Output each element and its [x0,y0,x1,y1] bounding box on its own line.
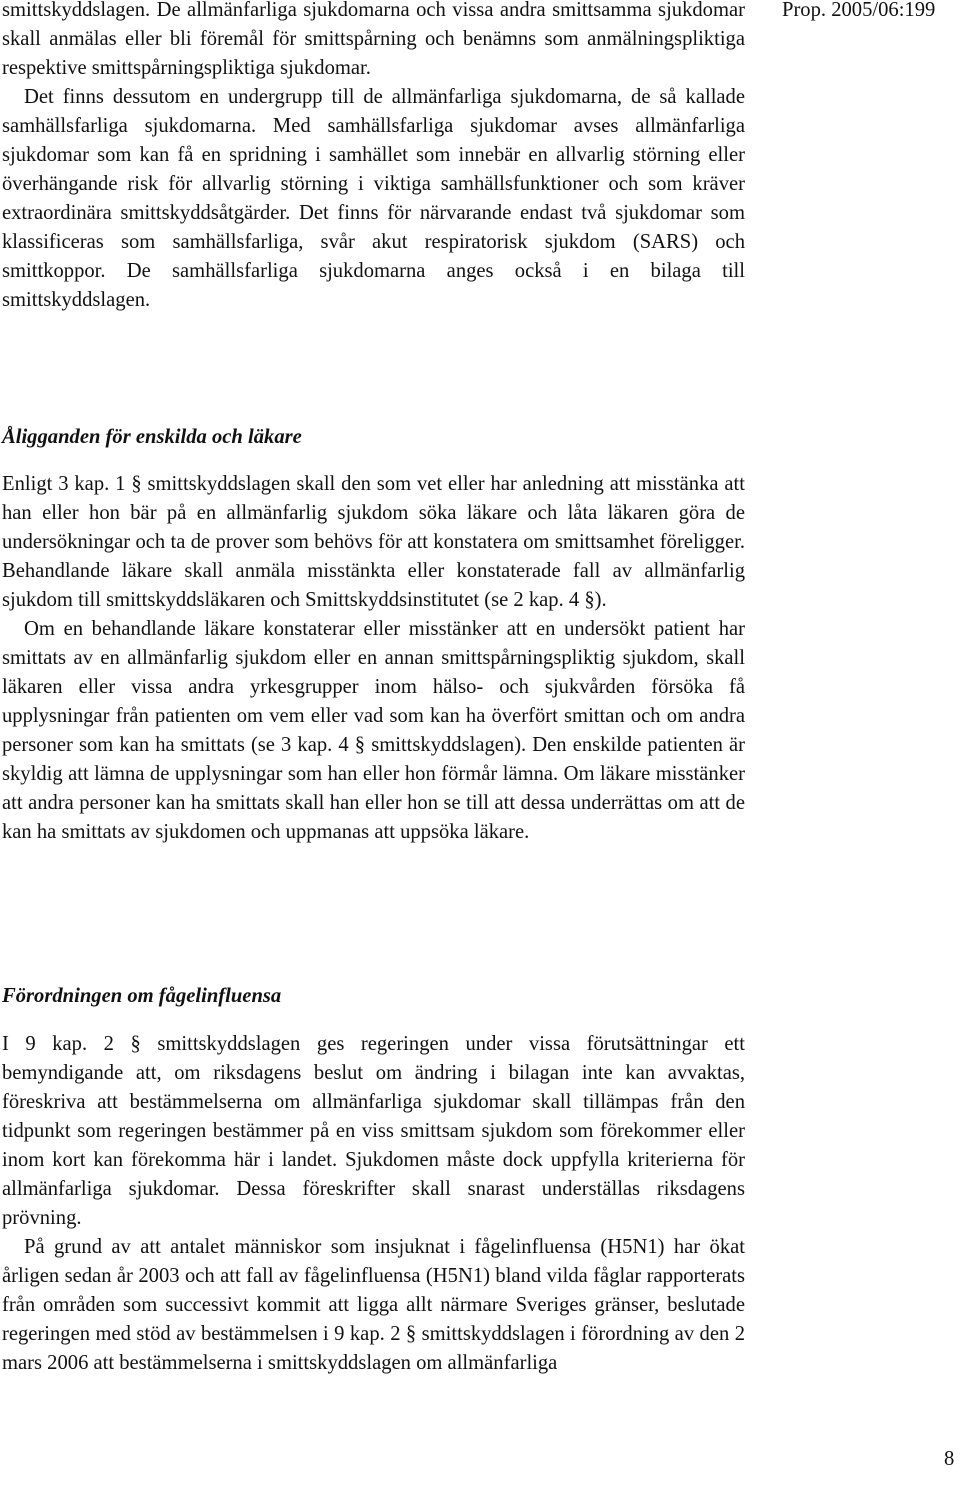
paragraph-intro-1: smittskyddslagen. De allmänfarliga sjukdomarna och vissa andra smittsamma sjukdomar skall anmälas eller bli föremål för smittspårning och benämns som anmälningspliktiga respektive smittspårningspliktiga sjukdomar. [2,0,745,79]
proposition-reference: Prop. 2005/06:199 [782,0,936,21]
page-number: 8 [944,1448,955,1470]
section-obligations [2,470,745,847]
heading-regulation: Förordningen om fågelinfluensa [2,985,282,1007]
paragraph-regulation-2: På grund av att antalet människor som insjuknat i fågelinfluensa (H5N1) har ökat årligen sedan år 2003 och att fall av fågelinfluensa (H5N1) bland vilda fåglar rapporterats från områden som successivt kommit att ligga allt närmare Sveriges gränser, beslutade regeringen med stöd av bestämmelsen i 9 kap. 2 § smittskyddslagen i förordning av den 2 mars 2006 att bestämmelserna i smittskyddslagen om allmänfarliga [2,1236,745,1374]
paragraph-intro-2: Det finns dessutom en undergrupp till de allmänfarliga sjukdomarna, de så kallade samhällsfarliga sjukdomarna. Med samhällsfarliga sjukdomar avses allmänfarliga sjukdomar som kan få en spridning i samhället som innebär en allvarlig störning eller överhängande risk för allvarlig störning i viktiga samhällsfunktioner och som kräver extraordinära smittskyddsåtgärder. Det finns för närvarande endast två sjukdomar som klassificeras som samhällsfarliga, svår akut respiratorisk sjukdom (SARS) och smittkoppor. De samhällsfarliga sjukdomarna anges också i en bilaga till smittskyddslagen. [2,86,745,311]
heading-obligations: Åligganden för enskilda och läkare [2,426,302,448]
paragraph-obligations-1: Enligt 3 kap. 1 § smittskyddslagen skall den som vet eller har anledning att misstänka att han eller hon bär på en allmänfarlig sjukdom söka läkare och låta läkaren göra de undersökningar och ta de prover som behövs för att konstatera om smittsamhet föreligger. Behandlande läkare skall anmäla misstänkta eller konstaterade fall av allmänfarlig sjukdom till smittskyddsläkaren och Smittskyddsinstitutet (se 2 kap. 4 §). [2,473,745,611]
paragraph-obligations-2: Om en behandlande läkare konstaterar eller misstänker att en undersökt patient har smittats av en allmänfarlig sjukdom eller en annan smittspårningspliktig sjukdom, skall läkaren eller vissa andra yrkesgrupper inom hälso- och sjukvården försöka få upplysningar från patienten om vem eller vad som kan ha överfört smittan och om andra personer som kan ha smittats (se 3 kap. 4 § smittskyddslagen). Den enskilde patienten är skyldig att lämna de upplysningar som han eller hon förmår lämna. Om läkare misstänker att andra personer kan ha smittats skall han eller hon se till att dessa underrättas om att de kan ha smittats av sjukdomen och uppmanas att uppsöka läkare. [2,618,745,843]
paragraph-regulation-1: I 9 kap. 2 § smittskyddslagen ges regeringen under vissa förutsättningar ett bemyndigande att, om riksdagens beslut om ändring i bilagan inte kan avvaktas, föreskriva att bestämmelserna om allmänfarliga sjukdomar skall tillämpas från den tidpunkt som regeringen bestämmer på en viss smittsam sjukdom som förekommer eller inom kort kan förekomma här i landet. Sjukdomen måste dock uppfylla kriterierna för allmänfarliga sjukdomar. Dessa föreskrifter skall snarast underställas riksdagens prövning. [2,1033,745,1229]
section-regulation [2,1030,745,1378]
section-intro [2,0,745,315]
